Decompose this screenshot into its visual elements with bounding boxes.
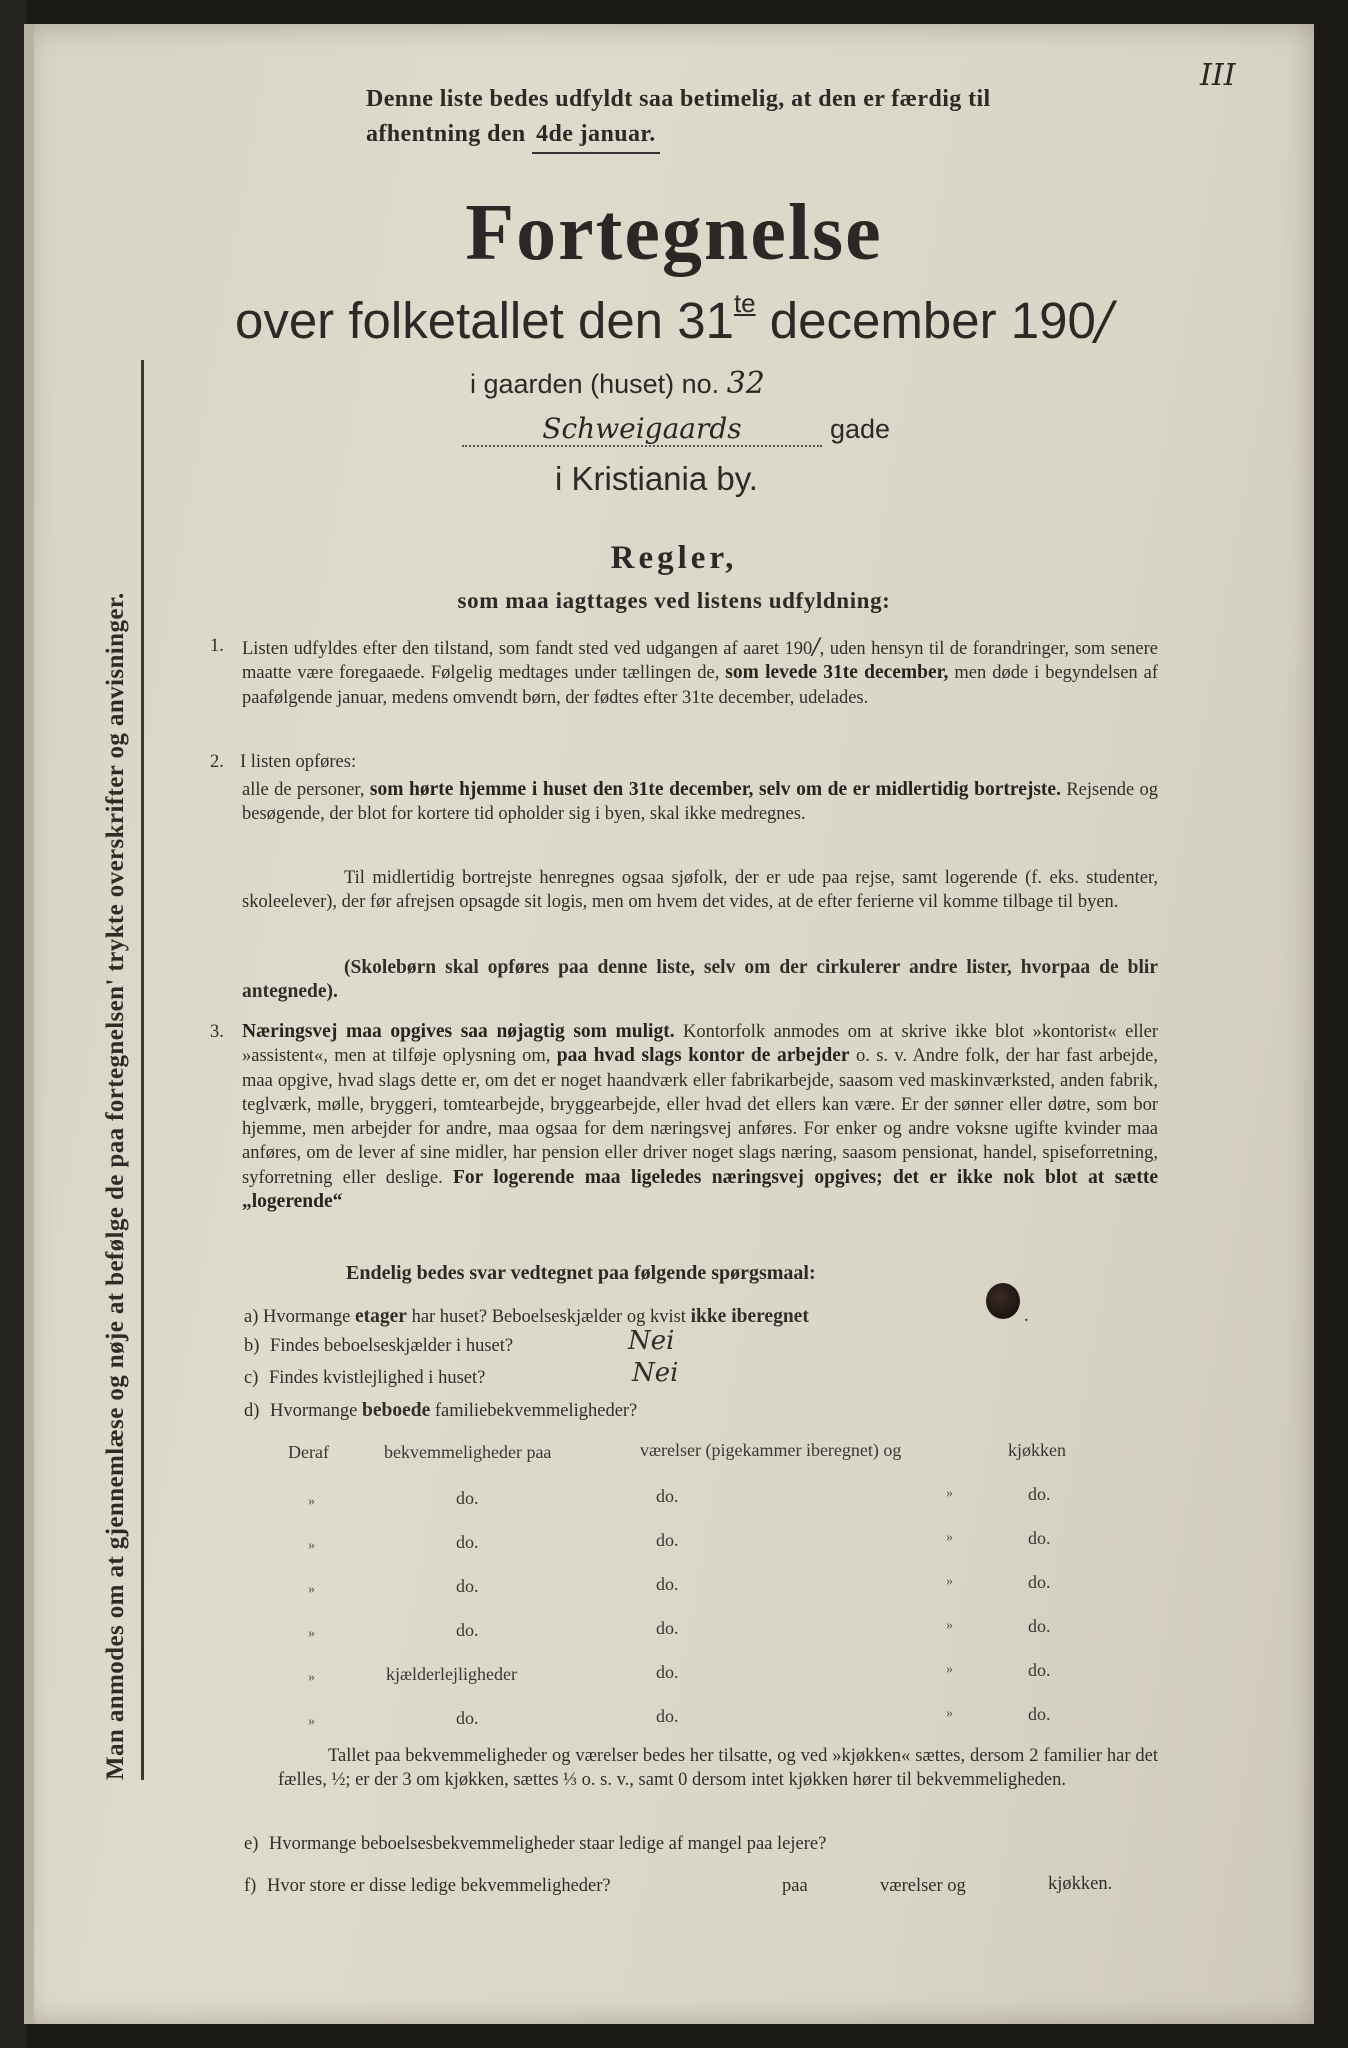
pickup-note-line1: Denne liste bedes udfyldt saa betimelig, at den er færdig til (366, 86, 991, 112)
question-a-bold-2: ikke iberegnet (690, 1306, 809, 1327)
rule-3-bold-1: Næringsvej maa opgives saa nøjagtig som muligt. (242, 1021, 675, 1042)
question-f-col1: paa (782, 1876, 808, 1896)
table-row-6-c1: » (308, 1714, 315, 1729)
table-row-4-c2: do. (456, 1620, 479, 1640)
table-row-2-c4: do. (1028, 1528, 1051, 1548)
table-header-c3: værelser (pigekammer iberegnet) og (640, 1440, 902, 1460)
table-row-5-mark: » (946, 1662, 953, 1677)
table-row-6-c2: do. (456, 1708, 479, 1728)
question-c (244, 1368, 485, 1389)
pickup-note (366, 82, 991, 154)
table-row-5-c1: » (308, 1670, 315, 1685)
table-row-4-c1: » (308, 1626, 315, 1641)
question-b-label: b) (244, 1336, 260, 1356)
table-row-3-mark: » (946, 1574, 953, 1589)
question-b (244, 1336, 513, 1357)
table-header-c4: kjøkken (1008, 1440, 1066, 1460)
question-b-text: Findes beboelseskjælder i huset? (270, 1336, 514, 1356)
pickup-suffix: . (649, 121, 656, 147)
table-row-3-c2: do. (456, 1576, 479, 1596)
house-number-line (470, 366, 765, 401)
street-suffix: gade (830, 414, 891, 444)
subtitle-year-field[interactable]: / (1095, 292, 1114, 351)
table-header-c1: Deraf (288, 1442, 329, 1462)
city-line: i Kristiania by. (555, 460, 758, 497)
subtitle-sup: te (733, 288, 756, 318)
table-row-6-c4: do. (1028, 1704, 1051, 1724)
questions-intro: Endelig bedes svar vedtegnet paa følgende spørgsmaal: (346, 1262, 816, 1284)
question-d-bold: beboede (362, 1400, 431, 1421)
rule-3-part-a: Kontorfolk anmodes om at skrive ikke blot »kontorist« eller »assistent«, men at tilføje oplysning om, (242, 1022, 1158, 1067)
question-d (244, 1400, 637, 1422)
rule-3-bold-2: paa hvad slags kontor de arbejder (556, 1045, 850, 1067)
question-a-text-1: Hvormange (263, 1307, 351, 1327)
rule-3-text (242, 1020, 1158, 1214)
rule-2-school-note: (Skolebørn skal opføres paa denne liste, selv om der cirkulerer andre lister, hvorpaa de blir antegnede). (242, 957, 1158, 1003)
rule-2-part-a: alle de personer, (242, 780, 365, 800)
question-f (244, 1876, 611, 1897)
question-a-bold-1: etager (354, 1306, 407, 1327)
house-number-label: i gaarden (huset) no. (470, 369, 720, 399)
rule-3-part-b: o. s. v. Andre folk, der har fast arbejde, maa opgive, hvad slags dette er, om det er noget haandværk eller fabrikarbejde, saasom ved maskinværksted, anden fabrik, teglværk, mølle, bryggeri, tomtearbejde, bryggearbejde, eller hvad det ellers kan være. Er der sønner eller døtre, som bor hjemme, men arbejder for andre, maa ogsaa for dem næringsvej anføres. For enker og andre voksne ugifte kvinder maa anføres, om de lever af sine midler, har pension eller driver noget slags næring, saasom pensionat, handel, spiseforretning, syforretning eller deslige. (242, 1046, 1159, 1188)
rule-1-year-field[interactable]: / (812, 635, 820, 660)
table-row-1-mark: » (946, 1486, 953, 1501)
table-row-2-c1: » (308, 1538, 315, 1553)
rule-3-number: 3. (210, 1022, 224, 1042)
table-row-3-c1: » (308, 1582, 315, 1597)
pickup-prefix: afhentning den (366, 121, 526, 147)
question-f-label: f) (244, 1876, 257, 1896)
question-a-label: a) (244, 1307, 259, 1327)
table-row-1-c1: » (308, 1494, 315, 1509)
question-c-answer[interactable]: Nei (632, 1358, 679, 1388)
question-d-text-2: familiebekvemmeligheder? (434, 1401, 638, 1421)
rule-2-bold: som hørte hjemme i huset den 31te december, selv om de er midlertidig bortrejste. (369, 779, 1061, 800)
question-f-col3: kjøkken. (1048, 1874, 1113, 1894)
pickup-note-line2 (366, 117, 991, 154)
rule-1-number: 1. (210, 636, 224, 656)
rule-2-text (242, 778, 1158, 827)
rule-2-part-b: Rejsende og besøgende, der blot for kortere tid opholder sig i byen, skal ikke medregnes. (242, 780, 1159, 825)
rule-2-note: Til midlertidig bortrejste henregnes ogsaa sjøfolk, der er ude paa rejse, samt logerende (f. eks. studenter, skoleelever), der før afrejsen opsagde sit logis, men om hvem det vides, at de efter ferierne vil komme tilbage til byen. (242, 868, 1158, 913)
form-subtitle (0, 288, 1348, 351)
rule-1-text (242, 636, 1158, 710)
question-e (244, 1834, 826, 1855)
table-row-1-c2: do. (456, 1488, 479, 1508)
question-c-text: Findes kvistlejlighed i huset? (269, 1368, 486, 1388)
table-row-3-c3: do. (656, 1574, 679, 1594)
rule-1-part-c: men døde i begyndelsen af paafølgende januar, medens omvendt børn, der fødtes efter 31te december, udelades. (242, 663, 1159, 708)
table-row-1-c3: do. (656, 1486, 679, 1506)
table-row-3-c4: do. (1028, 1572, 1051, 1592)
ink-blot-answer-a (986, 1283, 1020, 1319)
rules-subheading: som maa iagttages ved listens udfyldning: (457, 588, 891, 613)
table-row-2-c2: do. (456, 1532, 479, 1552)
pickup-date[interactable] (532, 117, 660, 154)
table-row-4-c3: do. (656, 1618, 679, 1638)
table-row-4-mark: » (946, 1618, 953, 1633)
question-f-col2: værelser og (880, 1876, 966, 1896)
table-row-1-c4: do. (1028, 1484, 1051, 1504)
rule-2-intro: I listen opføres: (240, 752, 357, 772)
rule-1-part-a: Listen udfyldes efter den tilstand, som fandt sted ved udgangen af aaret 190 (242, 639, 813, 659)
rules-heading: Regler, (610, 540, 738, 576)
question-a (244, 1306, 809, 1328)
question-d-label: d) (244, 1401, 260, 1421)
table-row-5-c3: do. (656, 1662, 679, 1682)
form-title: Fortegnelse (465, 189, 883, 277)
street-line (462, 412, 890, 447)
question-b-answer[interactable]: Nei (628, 1326, 675, 1356)
corner-roman-numeral: III (1200, 58, 1236, 93)
house-number-field[interactable]: 32 (726, 366, 765, 401)
question-e-text: Hvormange beboelsesbekvemmeligheder staar ledige af mangel paa lejere? (269, 1834, 827, 1854)
table-row-6-c3: do. (656, 1706, 679, 1726)
question-a-text-2: har huset? Beboelseskjælder og kvist (411, 1307, 686, 1327)
rule-1-bold: som levede 31te december, (725, 662, 949, 684)
table-row-5-c4: do. (1028, 1660, 1051, 1680)
table-note: Tallet paa bekvemmeligheder og værelser bedes her tilsatte, og ved »kjøkken« sættes, dersom 2 familier har det fælles, ½; er der 3 om kjøkken, sættes ⅓ o. s. v., samt 0 dersom intet kjøkken hører til bekvemmeligheden. (278, 1746, 1158, 1791)
question-f-text: Hvor store er disse ledige bekvemmeligheder? (266, 1876, 611, 1896)
table-header-c2: bekvemmeligheder paa (384, 1442, 552, 1462)
rule-2-number: 2. (210, 752, 224, 772)
table-row-5-c2: kjælderlejligheder (386, 1664, 517, 1684)
question-a-answer[interactable]: . (1024, 1306, 1029, 1326)
table-row-6-mark: » (946, 1706, 953, 1721)
table-row-4-c4: do. (1028, 1616, 1051, 1636)
table-row-2-c3: do. (656, 1530, 679, 1550)
question-c-label: c) (244, 1368, 259, 1388)
street-name-field[interactable]: Schweigaards (462, 412, 822, 447)
rule-3-bold-3: For logerende maa ligeledes næringsvej opgives; det er ikke nok blot at sætte „logerende“ (242, 1166, 1159, 1213)
rule-1-part-b: , uden hensyn til de forandringer, som senere maatte være foregaaede. Følgelig medtages under tællingen de, (242, 639, 1158, 684)
question-e-label: e) (244, 1834, 259, 1854)
subtitle-prefix: over folketallet den 31 (234, 292, 734, 349)
pickup-date-text: 4de januar (536, 121, 650, 147)
table-row-2-mark: » (946, 1530, 953, 1545)
side-instruction-text: Man anmodes om at gjennemlæse og nøje at befølge de paa fortegnelsen' trykte overskrifter og anvisninger. (102, 592, 129, 1780)
question-d-text-1: Hvormange (270, 1401, 358, 1421)
subtitle-suffix: december 190 (755, 292, 1096, 349)
